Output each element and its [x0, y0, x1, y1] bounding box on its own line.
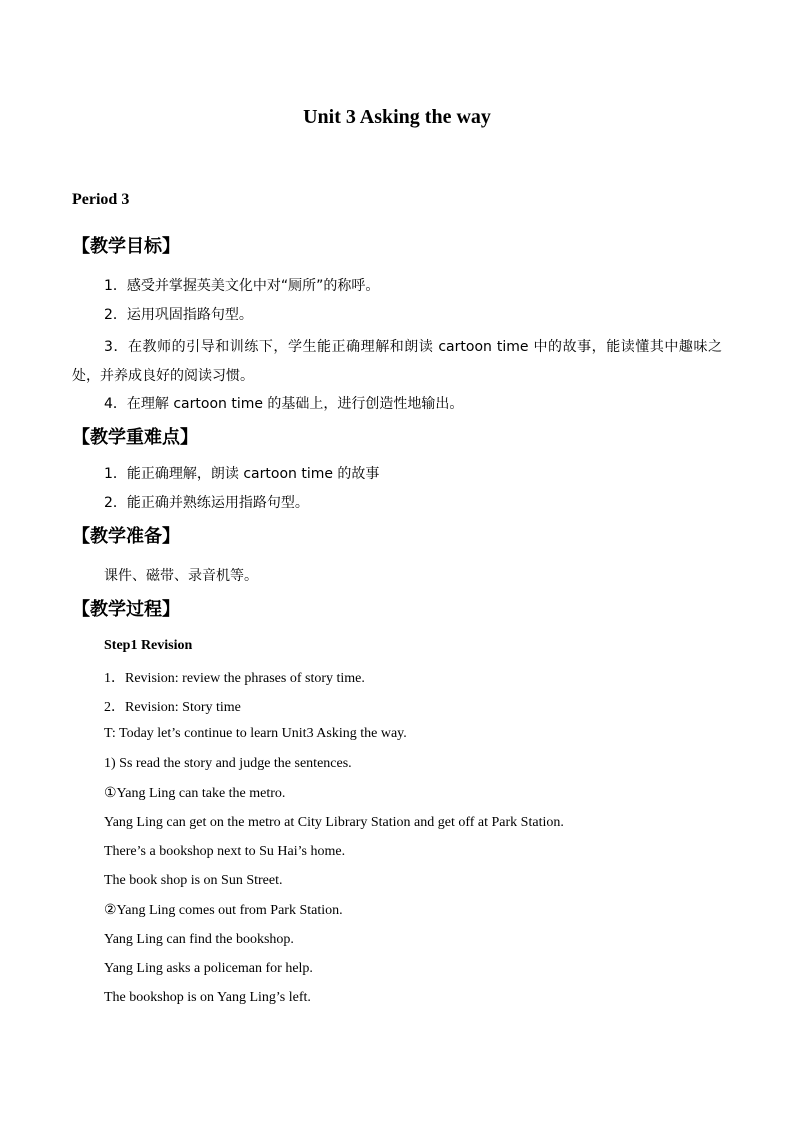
- process-line: 2．Revision: Story time: [104, 700, 241, 715]
- process-heading: 【教学过程】: [72, 599, 180, 620]
- step-title: Step1 Revision: [104, 638, 193, 653]
- process-line: 1．Revision: review the phrases of story time.: [104, 671, 365, 686]
- period-label: Period 3: [72, 191, 130, 208]
- document-title: Unit 3 Asking the way: [303, 106, 491, 128]
- process-line: Yang Ling can get on the metro at City Library Station and get off at Park Station.: [104, 815, 564, 830]
- process-line: There’s a bookshop next to Su Hai’s home.: [104, 844, 346, 859]
- key-point-item-1: 1．能正确理解，朗读 cartoon time 的故事: [104, 466, 380, 482]
- objective-item-2: 2．运用巩固指路句型。: [104, 307, 253, 323]
- process-line: ①Yang Ling can take the metro.: [104, 786, 286, 801]
- process-line: ②Yang Ling comes out from Park Station.: [104, 903, 343, 918]
- preparation-text: 课件、磁带、录音机等。: [104, 568, 258, 584]
- process-line: 1) Ss read the story and judge the sentences.: [104, 756, 352, 771]
- process-line: The book shop is on Sun Street.: [104, 873, 283, 888]
- process-line: The bookshop is on Yang Ling’s left.: [104, 990, 311, 1005]
- process-line: Yang Ling can find the bookshop.: [104, 932, 294, 947]
- key-point-item-2: 2．能正确并熟练运用指路句型。: [104, 495, 309, 511]
- objectives-heading: 【教学目标】: [72, 236, 180, 257]
- preparation-heading: 【教学准备】: [72, 526, 180, 547]
- process-line: Yang Ling asks a policeman for help.: [104, 961, 313, 976]
- objective-item-1: 1．感受并掌握英美文化中对“厕所”的称呼。: [104, 278, 380, 294]
- key-points-heading: 【教学重难点】: [72, 427, 198, 448]
- process-line: T: Today let’s continue to learn Unit3 Asking the way.: [104, 726, 407, 741]
- objective-item-3: 3．在教师的引导和训练下，学生能正确理解和朗读 cartoon time 中的故事，能读懂其中趣味之处，并养成良好的阅读习惯。: [72, 339, 722, 384]
- objective-item-4: 4．在理解 cartoon time 的基础上，进行创造性地输出。: [104, 396, 464, 412]
